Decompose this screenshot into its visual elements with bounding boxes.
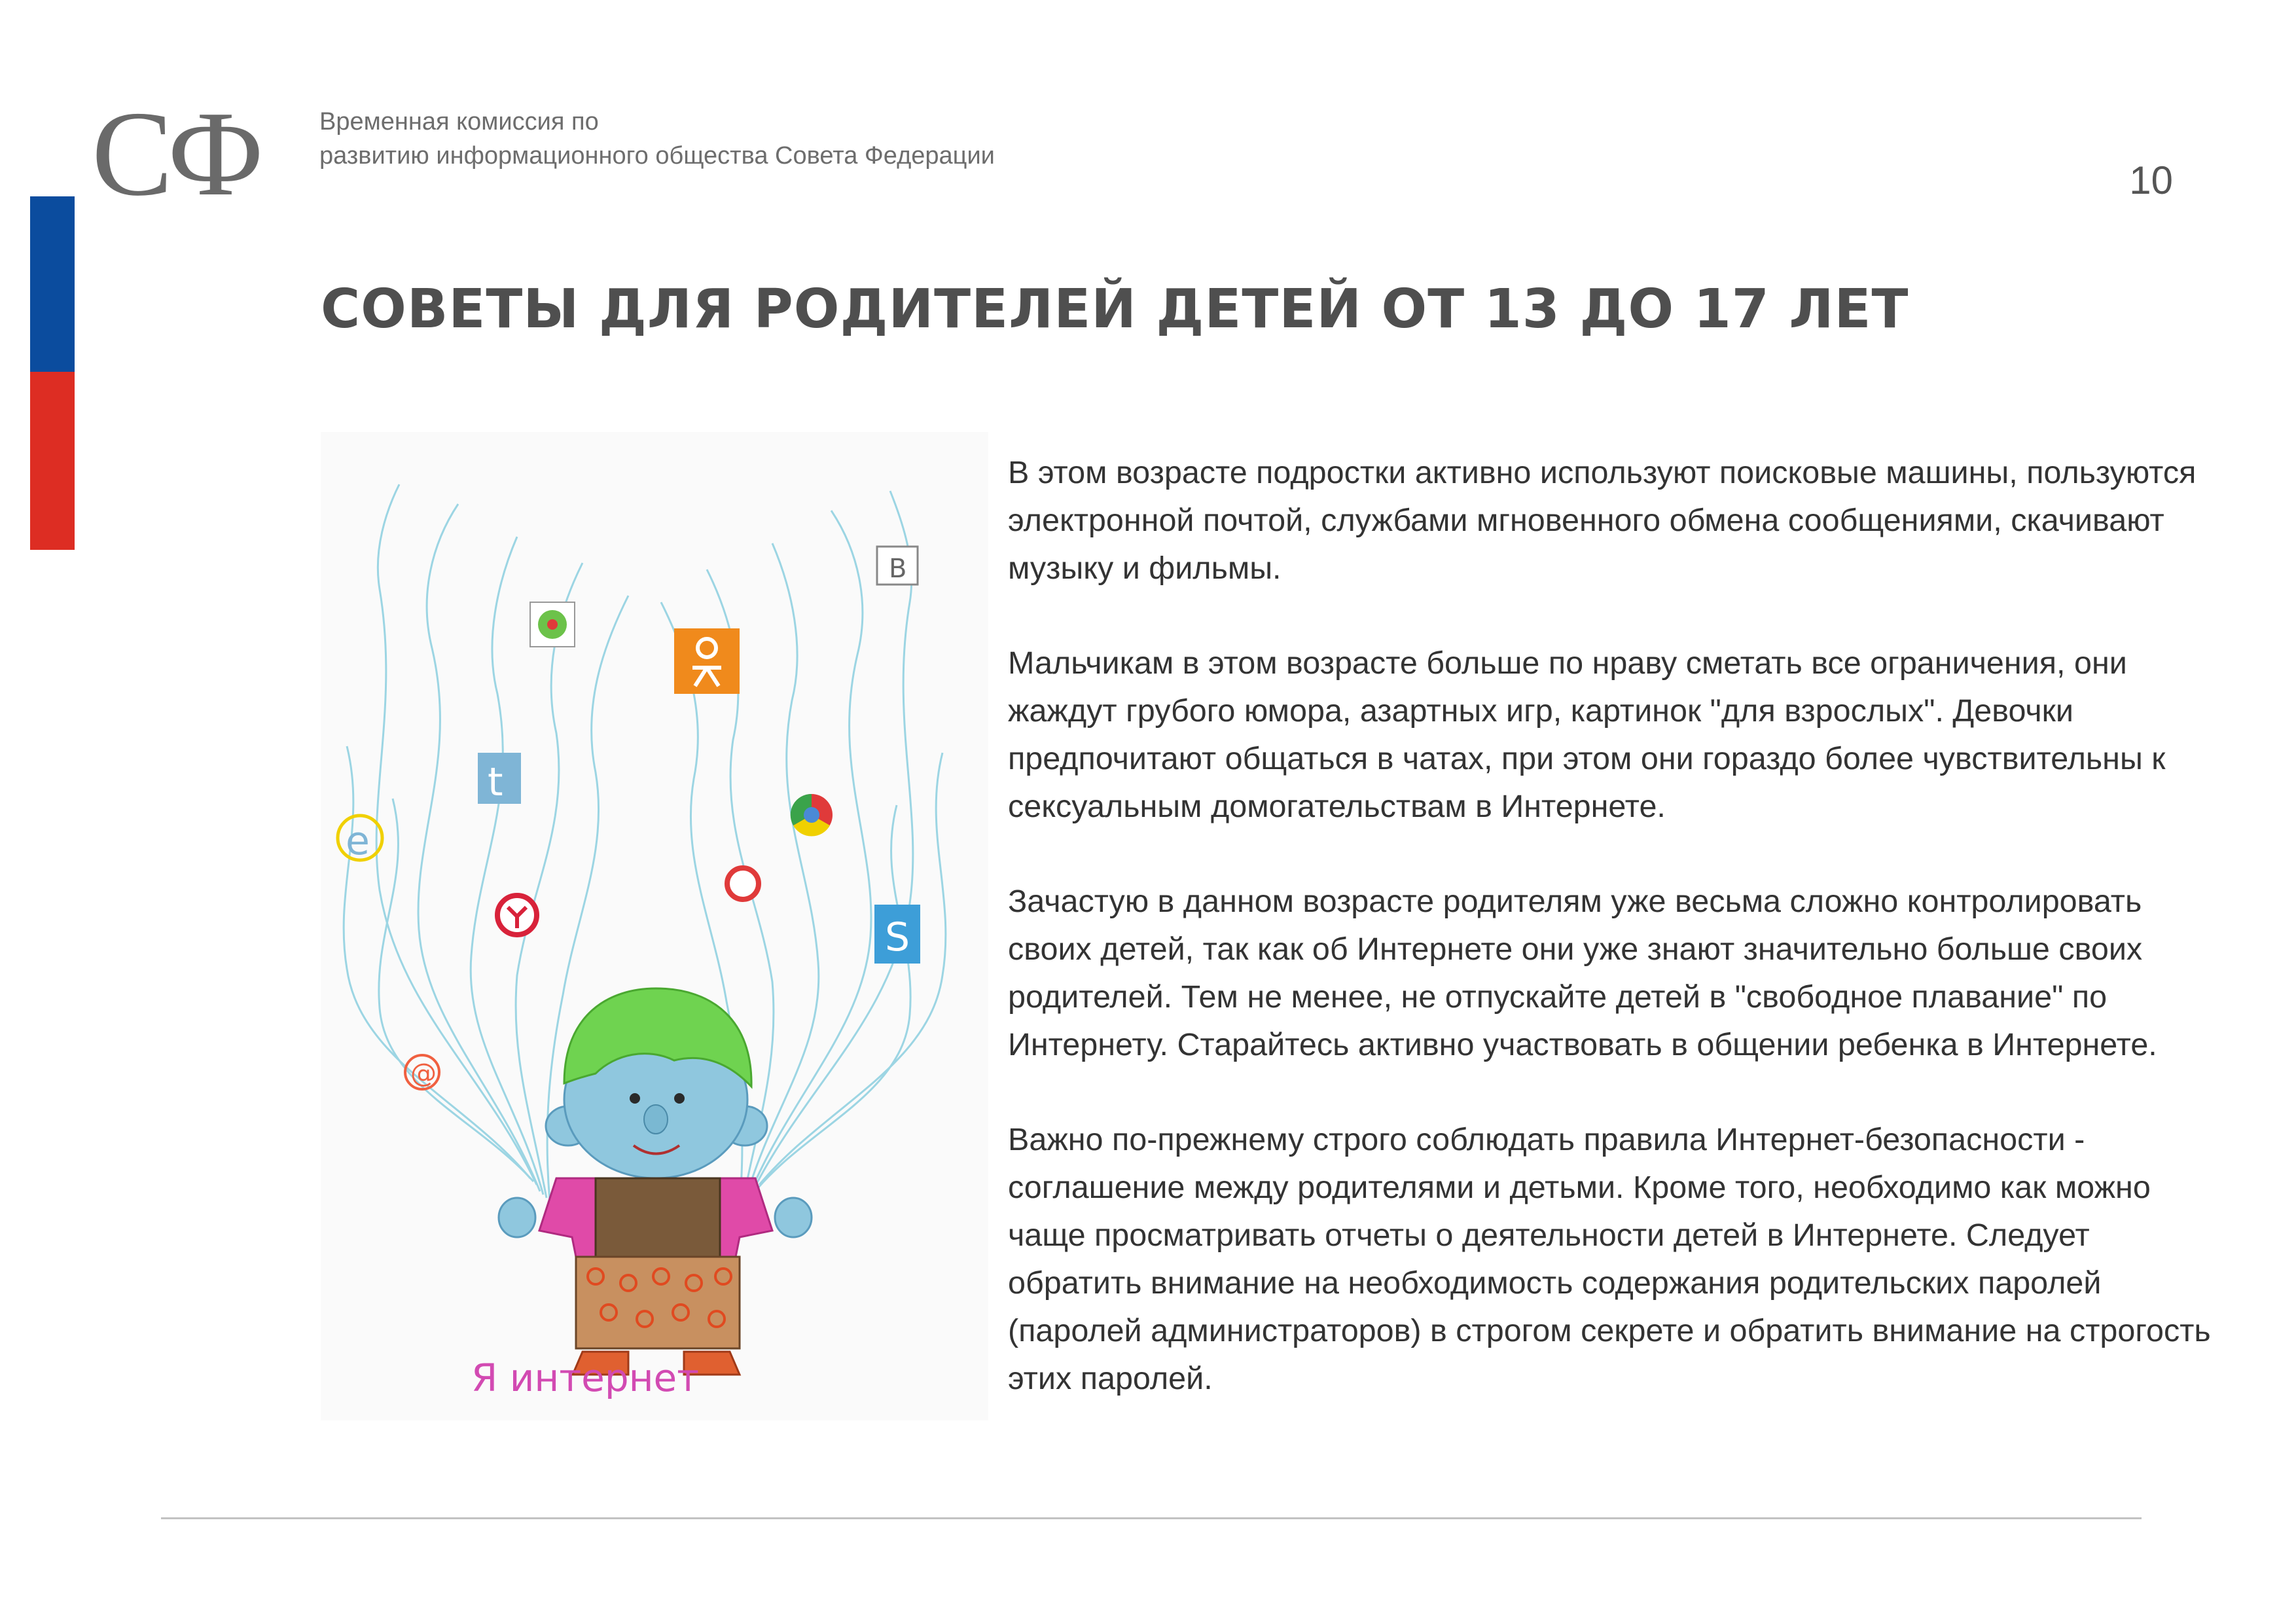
logo-text: СФ: [92, 86, 259, 221]
federation-council-logo: [92, 86, 288, 221]
commission-name: [319, 105, 1301, 173]
flag-stripe-blue: [30, 196, 75, 372]
commission-name-line-1: Временная комиссия по: [319, 108, 599, 135]
flag-stripe-white: [30, 0, 75, 196]
paragraph-4: Важно по-прежнему строго соблюдать правила Интернет-безопасности - соглашение между родителями и детьми. Кроме того, необходимо как можно чаще просматривать отчеты о деятельности детей в Интернете. Следует обратить внимание на необходимость содержания родительских паролей (паролей администраторов) в строгом секрете и обратить внимание на строгость этих паролей.: [1008, 1122, 2211, 1396]
svg-text:B: B: [889, 554, 907, 584]
child-drawing-illustration: [321, 432, 988, 1420]
drawing-caption: Я интернет: [471, 1356, 700, 1400]
paragraph-1: В этом возрасте подростки активно используют поисковые машины, пользуются электронной почтой, службами мгновенного обмена сообщениями, скачивают музыку и фильмы.: [1008, 455, 2197, 586]
advice-text: [1008, 449, 2212, 1403]
paragraph-3: Зачастую в данном возрасте родителям уже весьма сложно контролировать своих детей, так как об Интернете они уже знают значительно больше своих родителей. Тем не менее, не отпускайте детей в "свободное плавание" по Интернету. Старайтесь активно участвовать в общении ребенка в Интернете.: [1008, 884, 2157, 1062]
svg-text:e: e: [346, 818, 370, 864]
flag-stripe-red: [30, 372, 75, 550]
svg-text:S: S: [885, 914, 910, 960]
drawing-svg: [321, 432, 988, 1420]
paragraph-2: Мальчикам в этом возрасте больше по нраву сметать все ограничения, они жаждут грубого юмора, азартных игр, картинок "для взрослых". Девочки предпочитают общаться в чатах, при этом они гораздо более чувствительны к сексуальным домогательствам в Интернете.: [1008, 645, 2166, 824]
page-number: 10: [2129, 158, 2173, 202]
page-title: СОВЕТЫ ДЛЯ РОДИТЕЛЕЙ ДЕТЕЙ ОТ 13 ДО 17 ЛЕТ: [321, 278, 1909, 340]
footer-divider: [161, 1517, 2142, 1519]
svg-text:t: t: [488, 759, 503, 805]
commission-name-line-2: развитию информационного общества Совета Федерации: [319, 142, 995, 170]
svg-text:@: @: [410, 1058, 437, 1089]
opera-icon: [727, 868, 759, 899]
